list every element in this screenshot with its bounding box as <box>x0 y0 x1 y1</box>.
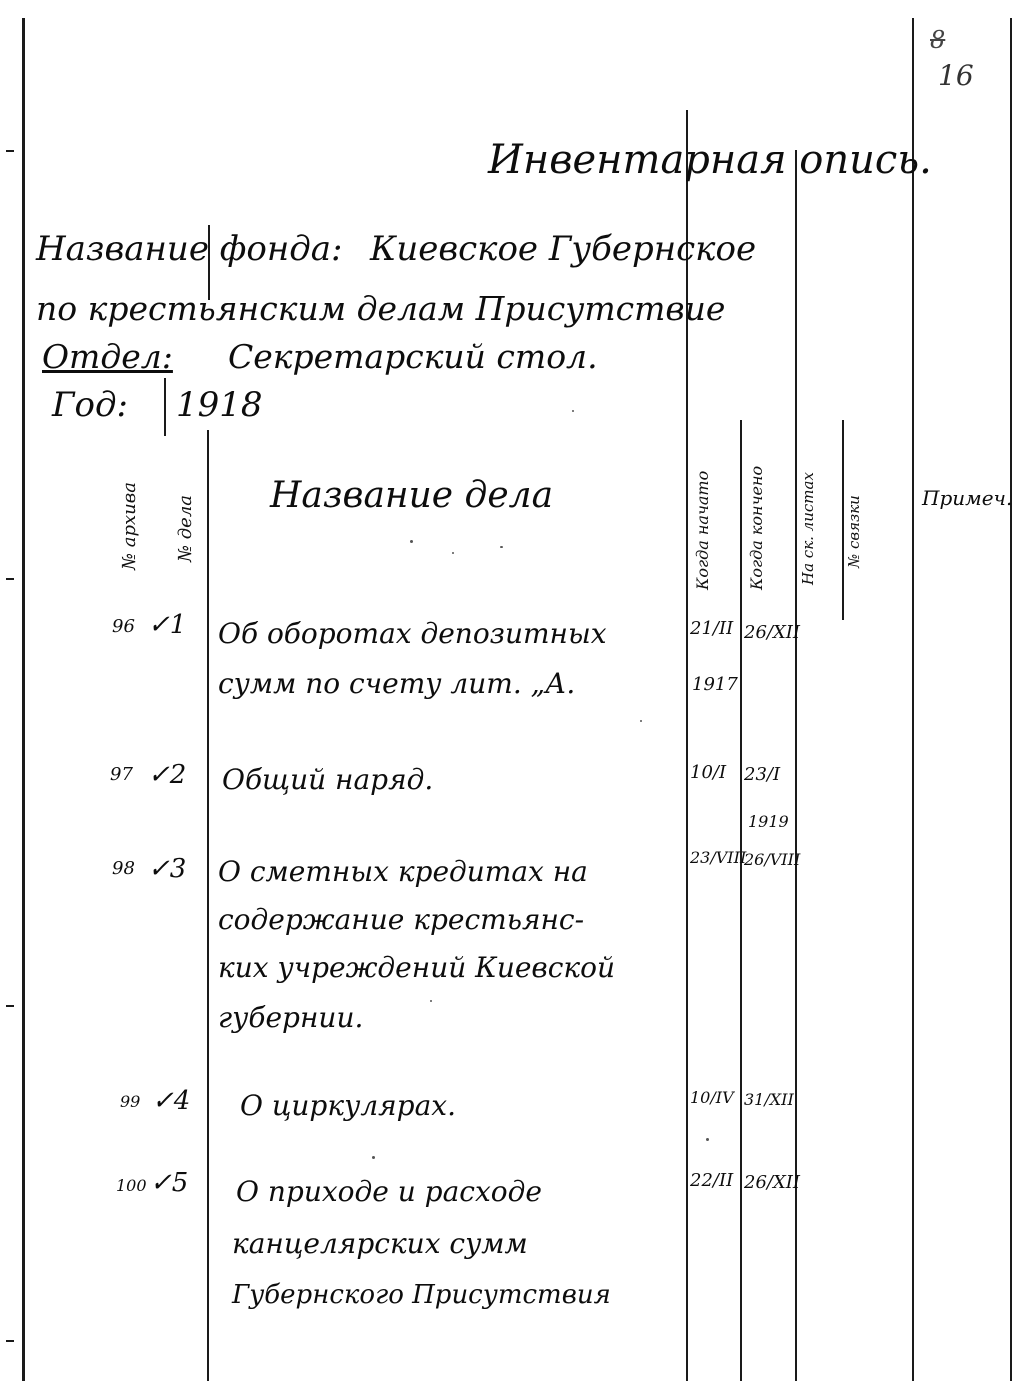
column-header-date-start: Когда начато <box>693 470 712 590</box>
case-number: ✓3 <box>148 854 187 884</box>
department-value: Секретарский стол. <box>228 337 598 376</box>
fund-divider-line <box>164 378 166 436</box>
column-header-case-no: № дела <box>175 494 196 562</box>
margin-tick <box>6 1340 14 1342</box>
column-divider-bundle <box>842 420 844 620</box>
case-number: ✓4 <box>152 1086 191 1116</box>
case-title-line: ких учреждений Киевской <box>218 951 616 984</box>
margin-tick <box>6 578 14 580</box>
sheet-number-old: 8 <box>930 26 946 54</box>
date-start-year: 1917 <box>692 674 738 695</box>
case-title-line: Общий наряд. <box>222 763 434 796</box>
date-end: 26/XII <box>744 1172 801 1193</box>
date-end: 26/XII <box>744 622 801 643</box>
case-number: ✓2 <box>148 760 187 790</box>
column-header-case-name: Название дела <box>270 475 554 516</box>
margin-tick <box>6 150 14 152</box>
date-start: 10/I <box>690 762 727 783</box>
scan-speck <box>500 546 503 548</box>
case-title-line: сумм по счету лит. „А. <box>218 667 576 700</box>
scan-speck <box>640 720 642 722</box>
column-header-archive-no: № архива <box>119 482 140 570</box>
column-divider-sheets <box>795 150 797 1381</box>
scan-speck <box>706 1138 709 1141</box>
archive-number: 98 <box>112 858 135 879</box>
case-title-line: О сметных кредитах на <box>218 855 588 888</box>
date-start: 23/VIII <box>690 848 747 867</box>
case-title-line: содержание крестьянс- <box>218 903 585 936</box>
year-value: 1918 <box>176 385 263 425</box>
scan-speck <box>452 552 454 554</box>
column-divider-case-no <box>207 430 209 1381</box>
case-title-line: канцелярских сумм <box>232 1227 528 1260</box>
fund-name-line1: Киевское Губернское <box>370 229 757 269</box>
archive-number: 99 <box>120 1092 141 1111</box>
case-title-line: О циркулярах. <box>240 1089 456 1122</box>
sheet-number: 16 <box>938 59 974 92</box>
case-title-line: Губернского Присутствия <box>232 1280 611 1310</box>
scan-speck <box>410 540 413 543</box>
column-divider-end <box>740 420 742 1381</box>
date-end-year: 1919 <box>748 812 789 831</box>
column-header-sheets: На ск. листах <box>799 472 817 585</box>
margin-tick <box>6 1005 14 1007</box>
case-title-line: О приходе и расходе <box>236 1175 542 1208</box>
date-end: 23/I <box>744 764 781 785</box>
scan-speck <box>372 1156 375 1159</box>
case-number: ✓1 <box>148 610 187 640</box>
department-label: Отдел: <box>42 337 173 376</box>
case-title-line: губернии. <box>218 1001 364 1034</box>
date-end: 31/XII <box>744 1090 794 1109</box>
date-end: 26/VIII <box>744 850 801 869</box>
fund-name-line2: по крестьянским делам Присутствие <box>36 289 726 328</box>
case-number: ✓5 <box>150 1168 189 1198</box>
column-header-bundle-no: № связки <box>845 495 863 568</box>
archive-number: 96 <box>112 616 135 637</box>
archive-number: 97 <box>110 764 133 785</box>
year-label: Год: <box>52 385 128 425</box>
scan-speck <box>572 410 574 412</box>
date-start: 22/II <box>690 1170 734 1191</box>
scan-speck <box>430 1000 432 1002</box>
column-header-date-end: Когда кончено <box>747 465 766 590</box>
date-start: 10/IV <box>690 1088 734 1107</box>
page-title: Инвентарная опись. <box>488 137 932 183</box>
left-margin-line <box>22 18 25 1381</box>
right-edge-line <box>1010 18 1012 1381</box>
column-divider-notes <box>912 18 914 1381</box>
archive-number: 100 <box>116 1176 147 1195</box>
column-header-notes: Примеч. <box>922 486 1013 510</box>
case-title-line: Об оборотах депозитных <box>218 617 607 650</box>
fund-label: Название фонда: <box>36 229 343 269</box>
date-start: 21/II <box>690 618 734 639</box>
